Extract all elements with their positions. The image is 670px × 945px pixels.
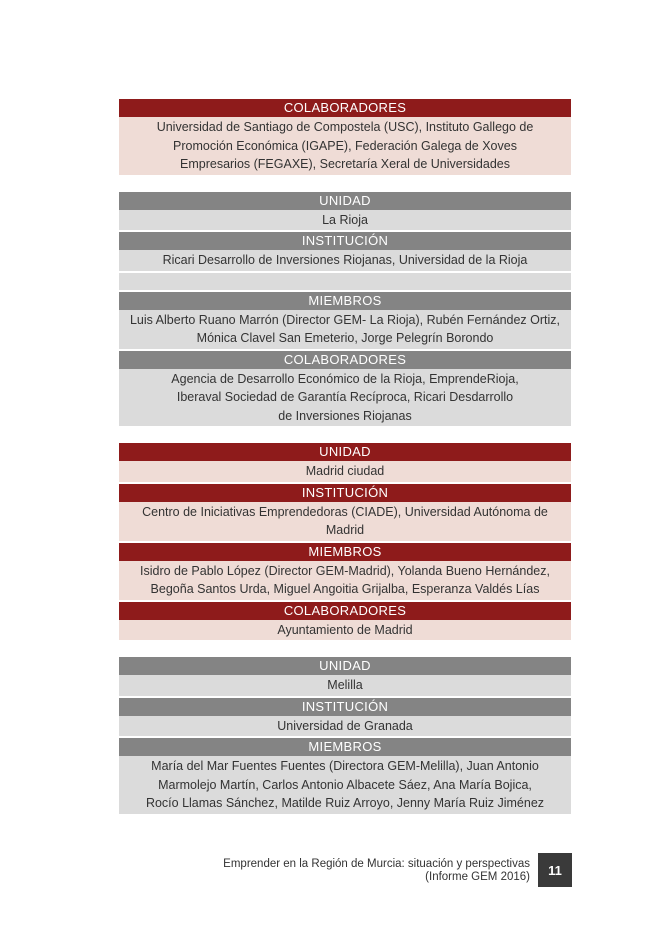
- section-body: [119, 502, 571, 541]
- section-body: [119, 561, 571, 600]
- text-line: de Inversiones Riojanas: [278, 408, 412, 423]
- section-body: [119, 716, 571, 737]
- block-melilla: [119, 657, 571, 814]
- text-line: Mónica Clavel San Emeterio, Jorge Pelegrín Borondo: [196, 331, 494, 345]
- section-body: [119, 250, 571, 271]
- text-line: Iberaval Sociedad de Garantía Recíproca, Ricari Desdarrollo: [176, 390, 514, 404]
- section-header: COLABORADORES: [119, 602, 571, 620]
- text-line: Centro de Iniciativas Emprendedoras (CIADE), Universidad Autónoma de Madrid: [142, 504, 548, 537]
- section-header: UNIDAD: [119, 192, 571, 210]
- text-line: Marmolejo Martín, Carlos Antonio Albacete Sáez, Ana María Bojica,: [158, 777, 532, 792]
- text-line: Agencia de Desarrollo Económico de la Rioja, EmprendeRioja,: [171, 371, 519, 386]
- text-line: Madrid ciudad: [305, 464, 385, 478]
- text-line: Luis Alberto Ruano Marrón (Director GEM- La Rioja), Rubén Fernández Ortiz,: [129, 312, 561, 327]
- page-footer: [180, 858, 530, 884]
- text-line: Rocío Llamas Sánchez, Matilde Ruiz Arroyo, Jenny María Ruiz Jiménez: [145, 796, 545, 810]
- text-line: Isidro de Pablo López (Director GEM-Madrid), Yolanda Bueno Hernández,: [140, 563, 550, 578]
- section-header: MIEMBROS: [119, 543, 571, 561]
- section-body: [119, 675, 571, 696]
- text-line: María del Mar Fuentes Fuentes (Directora GEM-Melilla), Juan Antonio: [151, 759, 539, 773]
- section-body: [119, 756, 571, 814]
- text-line: Ricari Desarrollo de Inversiones Riojanas, Universidad de la Rioja: [162, 253, 528, 267]
- empty-row: [119, 273, 571, 290]
- section-header: UNIDAD: [119, 443, 571, 461]
- text-line: Begoña Santos Urda, Miguel Angoitia Grijalba, Esperanza Valdés Lías: [150, 582, 540, 596]
- section-body: [119, 310, 571, 349]
- footer-subtitle: (Informe GEM 2016): [425, 871, 530, 883]
- block-madrid: [119, 443, 571, 640]
- text-line: Universidad de Granada: [277, 718, 413, 733]
- section-body: [119, 620, 571, 641]
- text-line: Melilla: [327, 678, 363, 692]
- text-line: Ayuntamiento de Madrid: [277, 622, 413, 637]
- footer-title: Emprender en la Región de Murcia: situación y perspectivas: [223, 858, 530, 870]
- page-number: 11: [538, 853, 572, 887]
- section-body: [119, 117, 571, 175]
- text-line: Universidad de Santiago de Compostela (USC), Instituto Gallego de: [156, 120, 534, 134]
- section-header: UNIDAD: [119, 657, 571, 675]
- section-body: [119, 369, 571, 427]
- block-la-rioja: [119, 192, 571, 427]
- text-line: Promoción Económica (IGAPE), Federación Galega de Xoves: [173, 138, 517, 153]
- section-header: INSTITUCIÓN: [119, 484, 571, 502]
- section-header: INSTITUCIÓN: [119, 698, 571, 716]
- section-body: [119, 461, 571, 482]
- section-header: MIEMBROS: [119, 738, 571, 756]
- section-header: MIEMBROS: [119, 292, 571, 310]
- member-tables: [119, 99, 571, 831]
- block-galicia: [119, 99, 571, 175]
- section-header: INSTITUCIÓN: [119, 232, 571, 250]
- text-line: La Rioja: [322, 212, 368, 227]
- section-body: [119, 210, 571, 231]
- section-header: COLABORADORES: [119, 351, 571, 369]
- section-header: COLABORADORES: [119, 99, 571, 117]
- text-line: Empresarios (FEGAXE), Secretaría Xeral de Universidades: [180, 157, 510, 171]
